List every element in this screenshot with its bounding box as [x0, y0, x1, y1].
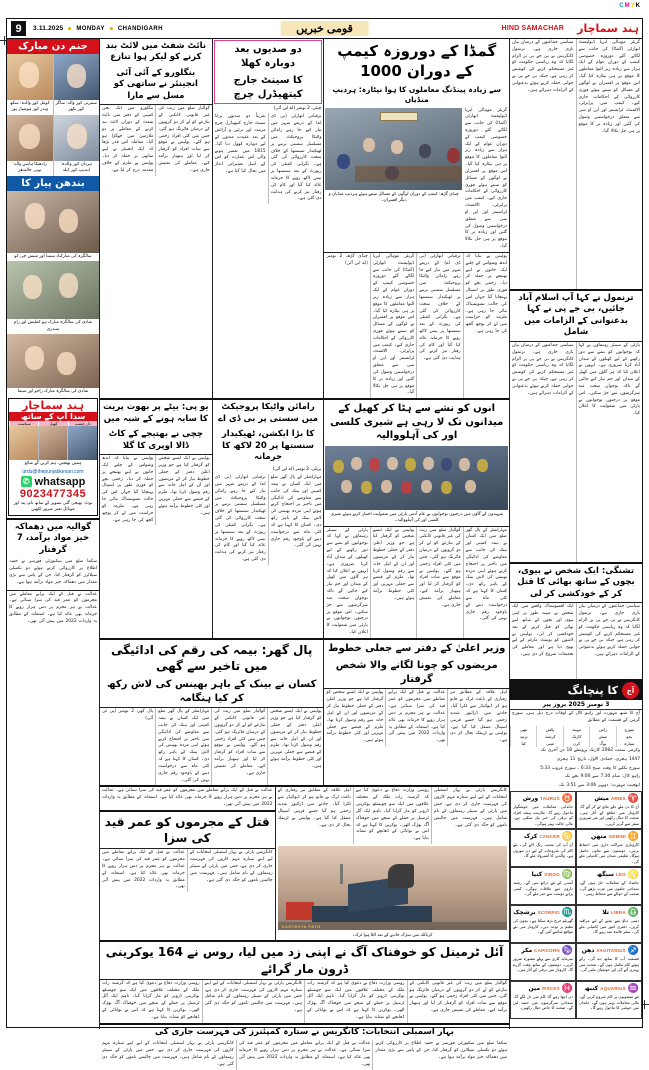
story-ukraine-headline: آئل ٹرمینل کو خوفناک آگ نے اپنی زد میں لیا، روس نے 164 یوکرینی ڈرون مار گرائے	[105, 945, 504, 976]
whatsapp-label: whatsapp	[34, 475, 86, 488]
whatsapp-row[interactable]	[9, 476, 97, 488]
birthday-entry	[53, 54, 100, 115]
brand-tab-dilchasp[interactable]: دل چسپ	[68, 421, 97, 426]
lead-text-col-2: ترقیاتی اتھارٹی (بی ڈی اے) کے ذریعے شہر میں تیار کیے جا رہے رامائن واٹیکا پروجیکٹ میں مسلسل سستی برتنے پر ٹھیکیدار سنستھا کے خلاف سخت کارروائی کی گئی ہے۔ نگرانی کمیٹی کی رپورٹ کے بعد سنستھا پر بیس لاکھ روپے کا جرمانہ عائد کیا گیا اور کام کی رفتار تیز کرنے کی ہدایت دی گئی ہے۔	[416, 253, 462, 398]
story-bihar-text-col-1: کانگریس پارٹی نے بہار اسمبلی انتخابات کے لیے اپنے ستارہ مہم کاروں کی فہرست جاری کر دی ہے، جس میں پارٹی کے سینئر رہنماؤں کے نام شامل ہیں۔ فہرست میں چالیس ناموں کو جگہ دی گئی ہے۔	[102, 1041, 234, 1067]
zodiac-name-en: CANCER	[539, 834, 560, 840]
story-murder-text-col-1: عدالت نے قتل کے ایک پرانے معاملے میں مجرموں کو عمر قید کی سزا سنائی ہے۔ عدالت نے ہر مجرم پر دس ہزار روپے کا جرمانہ بھی عائد کیا ہے۔ استغاثہ کے مطابق یہ واردات 2022 میں پیش آئی تھی۔	[102, 850, 185, 890]
zodiac-header	[579, 831, 639, 842]
panchang-line-2: 1447 ہجری، جمادی الاول، تاریخ 11 ہجری	[556, 756, 640, 762]
zodiac-header	[513, 907, 573, 918]
wedding-banner: بندھن پیار کا	[7, 176, 99, 191]
right-tishnagi-text-col-1: ایک افسوسناک واقعے میں ایک شخص نے مبینہ طور پر اپنی بیوی اور بچوں کے ساتھ اپنے بھائی کو قتل کرنے کے بعد خودکشی کر لی۔ پولیس نے لاشوں کو پوسٹ مارٹم کے لیے بھیج دیا ہے اور معاملے کی تحقیقات شروع کر دی ہیں۔	[512, 604, 574, 658]
panchang-cell: ترتیہ	[510, 733, 536, 740]
story-ukraine-body	[100, 980, 509, 1023]
zodiac-name-ur: کنبھ	[584, 985, 599, 993]
zodiac-text: سرمایہ کاری سے پہلے مشورہ ضرور کریں۔ دوستوں کے ساتھ وقت گزرے گا۔ کاروبار میں ترقی کے آثار ہیں۔	[513, 956, 573, 973]
zodiac-text: دن اچھا رہے گا، کام میں دل لگے گا۔ سماجی سرگرمیوں میں حصہ لیں گے۔ صحت کا خاص خیال رکھیں۔	[513, 994, 573, 1011]
zodiac-name-ur: ورش	[522, 795, 539, 803]
story-murder	[100, 787, 275, 940]
story-sports	[323, 400, 509, 638]
zodiac-text: کاروباری شراکت داری میں احتیاط برتیں۔ دوستوں سے تعاون حاصل ہوگا۔ تعلیمی میدان میں کامیابی ملے گی۔	[579, 842, 639, 865]
story-minister-text-col-2: عدالت نے قتل کے ایک پرانے معاملے میں مجرموں کو عمر قید کی سزا سنائی ہے۔ عدالت نے ہر مجرم پر دس ہزار روپے کا جرمانہ بھی عائد کیا ہے۔ استغاثہ کے مطابق یہ واردات 2022 میں پیش آئی تھی۔	[385, 689, 447, 746]
story-sports-text-col-1: پارٹی کے سینئر رہنماؤں نے کہا کہ نوجوانوں کو نشے سے دور رکھنے کے لیے کھیلوں کے میدان آباد کرنا ضروری ہے۔ انہوں نے اعلان کیا کہ ہر گاؤں میں کھیل کے میدان اور جم تیار کیے جائیں گے تاکہ نوجوان صحت مند سرگرمیوں سے جڑ سکیں۔ اس موقع پر درجنوں نوجوانوں نے پارٹی میں شمولیت کا اعلان کیا۔	[326, 527, 368, 636]
panchang-cell: پکش	[536, 726, 562, 733]
cancer-icon: ♋	[561, 831, 573, 842]
birthday-photo	[54, 115, 100, 161]
birthday-photo	[7, 54, 53, 100]
scorpio-icon: ♏	[561, 907, 573, 918]
paper-logo-urdu: ہند سماچار	[577, 22, 639, 35]
right-sidebar	[509, 39, 642, 1029]
birthday-entry	[7, 115, 53, 176]
story-church-text-col-1: تقریباً دو صدیوں پرانا سینٹ جارج کیتھیڈرل چرچ مرمت اور تزئین و آرائش کے بعد عقیدت مندوں کے لیے دوبارہ کھول دیا گیا۔ 1815 میں تعمیر ہونے والی اس عمارت کو اس کے اصل تعمیراتی انداز میں بحال کیا گیا ہے۔	[214, 114, 266, 175]
zodiac-name-en: CAPICORN	[534, 948, 560, 954]
cmyk-m: M	[624, 3, 631, 9]
zodiac-header	[579, 907, 639, 918]
zodiac-text: آج آپ کی محنت رنگ لائے گی۔ نئے کام کی شروعات کے لیے دن موزوں ہے۔ والدین کا آشیرواد ملے گا۔	[513, 842, 573, 859]
zodiac-name-ur: تلا	[602, 909, 610, 917]
panchang-intro: آج کا شبھ مہورت اور راہو کال کے اوقات درج ذیل ہیں، سورج گرہن کے قسمت کے مطابق	[512, 711, 640, 724]
brand-contact-box	[8, 398, 98, 516]
teaser-body-2: عدالت نے قتل کے ایک پرانے معاملے میں مجرموں کو عمر قید کی سزا سنائی ہے۔ عدالت نے ہر مجرم پر دس ہزار روپے کا جرمانہ بھی عائد کیا ہے۔ استغاثہ کے مطابق یہ واردات 2022 میں پیش آئی تھی۔	[9, 591, 97, 624]
story-palghar-headline: پال گھر: بیمہ کی رقم کی ادائیگی میں تاخیر سے گھی	[110, 642, 313, 674]
story-church-text-col-2: ترقیاتی اتھارٹی (بی ڈی اے) کے ذریعے شہر میں تیار کیے جا رہے رامائن واٹیکا پروجیکٹ میں مسلسل سستی برتنے پر ٹھیکیدار سنستھا کے خلاف سخت کارروائی کی گئی ہے۔ نگرانی کمیٹی کی رپورٹ کے بعد سنستھا پر بیس لاکھ روپے کا جرمانہ عائد کیا گیا اور کام کی رفتار تیز کرنے کی ہدایت دی گئی ہے۔	[268, 113, 324, 204]
story-truck-text-col-1: اہل علاقہ کے مطابق تیز رفتاری کے باعث ٹرک بے قابو ہو کر ڈیوائیڈر سے ٹکرا گیا۔ حادثے میں ڈرائیور شدید زخمی ہو گیا جسے قریبی اسپتال منتقل کیا گیا ہے۔ پولیس نے ٹریفک بحال کر دی ہے۔	[277, 788, 351, 828]
zodiac-name-ur: کنیا	[531, 871, 543, 879]
story-ramayan-text-col-2: مہاراشٹر کے پال گھر ضلع میں ایک کسان نے بیمہ کمپنی اور بینک کی جانب سے معاوضے کی ادائیگی میں تاخیر پر احتجاج کرتے ہوئے اپنی مردہ بھینس کی لاش بینک کے باہر رکھ دی۔ کسان کا کہنا ہے کہ کئی ماہ سے درخواست دینے کے باوجود رقم جاری نہیں کی گئی۔	[268, 474, 324, 565]
lead-text-col-3: پولیس نے بتایا کہ اندھ وشواس کے چلتے ایک خاتون نے اپنے بھتیجے پر حملہ کر دیا۔ زخمی بچے کو فوری طور پر اسپتال پہنچایا گیا جہاں اس کی حالت تشویشناک بتائی جا رہی ہے۔ ملزمہ کو حراست میں لے کر پوچھ گچھ کی جا رہی ہے۔	[463, 253, 509, 398]
birthday-caption: سمرتی کور والد: ساگر کور نکھر	[55, 101, 97, 113]
story-murder-body	[100, 849, 275, 892]
zodiac-cell-capricorn	[510, 943, 576, 981]
story-truck	[275, 787, 509, 940]
panchang-cell: سورج	[616, 726, 642, 733]
cmyk-k: K	[635, 3, 641, 9]
zodiac-cell-taurus	[510, 791, 576, 829]
wedding-photo	[7, 261, 99, 319]
panchang-cell: تتھی	[510, 726, 536, 733]
story-bihar-text-col-2: عدالت نے قتل کے ایک پرانے معاملے میں مجرموں کو عمر قید کی سزا سنائی ہے۔ عدالت نے ہر مجرم پر دس ہزار روپے کا جرمانہ بھی عائد کیا ہے۔ استغاثہ کے مطابق یہ واردات 2022 میں پیش آئی تھی۔	[236, 1040, 373, 1069]
story-ramayan-text-col-1: ترقیاتی اتھارٹی (بی ڈی اے) کے ذریعے شہر میں تیار کیے جا رہے رامائن واٹیکا پروجیکٹ میں مسلسل سستی برتنے پر ٹھیکیدار سنستھا کے خلاف سخت کارروائی کی گئی ہے۔ نگرانی کمیٹی کی رپورٹ کے بعد سنستھا پر بیس لاکھ روپے کا جرمانہ عائد کیا گیا اور کام کی رفتار تیز کرنے کی ہدایت دی گئی ہے۔	[214, 475, 266, 562]
story-minister-headline: وزیر اعلیٰ کے دفتر سے جعلی خطوط	[328, 642, 506, 654]
left-sidebar	[7, 39, 99, 1029]
story-bihar-headline: بہار اسمبلی انتخابات: کانگریس نے ستارہ کمپئنرز کی فہرست جاری کی	[155, 1026, 454, 1037]
lead-headline: گمڈا کے دوروزہ کیمپ کے دوران 1000	[337, 42, 497, 81]
cmyk-c: C	[619, 3, 625, 9]
wedding-caption: شادی کی سالگرہ مبارک ہو کملیش اور رام سندری	[13, 320, 93, 332]
story-truck-top-text	[276, 787, 509, 844]
zodiac-cell-aquarius	[576, 981, 642, 1019]
right-top-text	[510, 39, 642, 289]
aries-icon: ♈	[627, 793, 639, 804]
brand-cta: ہمیں بھیجیں، ہم کریں گے شائع	[24, 460, 82, 466]
story-up-headline-2: چچی نے بھتیجے کے کاٹ ڈالا اوپری کا گلا	[108, 429, 204, 451]
story-church-dateline: چنئی، 2 نومبر (اے این آئی)	[273, 106, 322, 111]
zodiac-cell-cancer	[510, 829, 576, 867]
brand-photo	[38, 426, 68, 460]
right-story-text-col-2: پارٹی کے سینئر رہنماؤں نے کہا کہ نوجوانوں کو نشے سے دور رکھنے کے لیے کھیلوں کے میدان آباد کرنا ضروری ہے۔ انہوں نے اعلان کیا کہ ہر گاؤں میں کھیل کے میدان اور جم تیار کیے جائیں گے تاکہ نوجوان صحت مند سرگرمیوں سے جڑ سکیں۔ اس موقع پر درجنوں نوجوانوں نے پارٹی میں شمولیت کا اعلان کیا۔	[576, 342, 643, 562]
birthday-banner: جنم دن مبارک	[7, 39, 99, 54]
leo-icon: ♌	[627, 869, 639, 880]
story-church-body	[213, 113, 324, 204]
brand-logo: ہند سماچار	[22, 398, 84, 412]
panchang-cell: کرشنہ	[536, 733, 562, 740]
truck-accident-photo	[278, 846, 507, 930]
zodiac-text: نئے منصوبوں پر کام شروع کریں گے۔ مالی معاملات بہتر ہوں گے۔ خاندان میں خوشی کا ماحول رہے گا۔	[579, 994, 639, 1011]
zodiac-text: جائیداد کے معاملات حل ہوں گے۔ سماجی حلقوں میں عزت بڑھے گی۔ صحت کے حوالے سے محتاط رہیں۔	[579, 880, 639, 897]
story-sports-text-col-4: مہاراشٹر کے پال گھر ضلع میں ایک کسان نے بیمہ کمپنی اور بینک کی جانب سے معاوضے کی ادائیگی میں تاخیر پر احتجاج کرتے ہوئے اپنی مردہ بھینس کی لاش بینک کے باہر رکھ دی۔ کسان کا کہنا ہے کہ کئی ماہ سے درخواست دینے کے باوجود رقم جاری نہیں کی گئی۔	[463, 527, 509, 638]
panchang-date: 3 نومبر 2025 بروز پیر	[510, 700, 642, 710]
whatsapp-icon: ✆	[21, 476, 32, 487]
cmyk-marks	[619, 3, 641, 9]
brand-tab-siyasat[interactable]: سیاست	[9, 421, 38, 426]
panchang-line-1: وکرمی سمت 2082 کارتک پرِوشٹے 18 دن آخری تک	[540, 747, 640, 753]
panchang-cell: میش	[589, 733, 615, 740]
zodiac-cell-pisces	[510, 981, 576, 1019]
lead-subhead: سے زیادہ پینڈنگ معاملوں کا ہوا نپٹارہ: ہردیپ منڈیاں	[332, 84, 501, 104]
lead-photo-caption: چنڈی گڑھ: کیمپ کے دوران لوگوں کے مسائل سنتے ہوئے ہردیپ منڈیاں و دیگر افسران۔	[328, 191, 459, 203]
story-sports-text-col-2: پولیس نے ایک ایسے شخص کو گرفتار کیا ہے جو وزیر اعلیٰ دفتر کے جعلی خطوط تیار کر کے مریضوں اور ان کے اہل خانہ سے رقم وصول کرتا تھا۔ ملزم کے قبضے سے جعلی مہریں اور کئی خطوط برآمد ہوئے ہیں۔	[370, 527, 416, 638]
page-number: 9	[11, 21, 26, 36]
story-palghar-headline-2: کسان نے بینک کے باہر بھینس کی لاش رکھ کر کیا ہنگامہ	[107, 679, 317, 704]
birthday-photo	[7, 115, 53, 161]
right-top-headline: ترنمول نے کہا آپ اسلام آباد جائیں، بی جے پی نے کہا بدعنوانی کے الزامات میں شامل	[518, 293, 634, 338]
story-palghar	[100, 640, 323, 785]
story-night-shift	[100, 39, 212, 398]
aquarius-icon: ♒	[627, 983, 639, 994]
story-ukraine-text-col-4: گوالیار ضلع میں ریت کی غیر قانونی کانکنی کے تنازعے کو لے کر دو گروپوں کے درمیان فائرنگ ہو گئی، جس میں کئی افراد زخمی ہو گئے۔ پولیس نے موقع سے سات افراد کو گرفتار کر لیا اور ہتھیار برآمد کیے۔ معاملے کی تفتیش جاری ہے۔	[407, 980, 510, 1023]
story-palghar-text-col-1: مہاراشٹر کے پال گھر ضلع میں ایک کسان نے بیمہ کمپنی اور بینک کی جانب سے معاوضے کی ادائیگی میں تاخیر پر احتجاج کرتے ہوئے اپنی مردہ بھینس کی لاش بینک کے باہر رکھ دی۔ کسان کا کہنا ہے کہ کئی ماہ سے درخواست دینے کے باوجود رقم جاری نہیں کی گئی۔	[155, 708, 211, 785]
birthday-photo-row-1	[7, 54, 99, 115]
zodiac-name-en: AQUARIUS	[600, 986, 626, 992]
panchang-header	[510, 681, 642, 700]
wedding-photo	[7, 191, 99, 253]
right-top-story-body	[510, 342, 642, 562]
paper-name-english: HIND SAMACHAR	[501, 25, 564, 32]
panchang-grid-row-1	[510, 726, 642, 733]
story-murder-headline: قتل کے مجرموں کو عمر قید کی سزا	[104, 814, 270, 846]
panchang-cell: مہینہ	[563, 726, 589, 733]
panchang-brand-circle: آج	[622, 682, 639, 699]
zodiac-cell-scorpio	[510, 905, 576, 943]
panchang-grid-row-3	[510, 740, 642, 747]
zodiac-header	[579, 793, 639, 804]
story-bihar-text-col-3: سکما ضلع میں سکیورٹی فورسز نے خفیہ اطلاع پر کارروائی کرتے ہوئے دو نکسلی سپلائرز کو گرفتار کیا، جن کے پاس سے بڑی مقدار میں دھماکہ خیز مواد برآمد ہوا ہے۔	[372, 1040, 509, 1069]
zodiac-name-ur: سنگھ	[596, 871, 614, 879]
zodiac-name-ur: کرک	[523, 833, 538, 841]
zodiac-name-ur: مکر	[521, 947, 533, 955]
zodiac-name-ur: دھن	[581, 947, 595, 955]
panchang-line-3: سورج نکلنے کا وقت صبح 6:33 ، سورج غروب 5:33	[540, 765, 640, 771]
pisces-icon: ♓	[561, 983, 573, 994]
brand-tagline: سدا آپ کے ساتھ	[9, 412, 97, 421]
panchang-grid-row-2	[510, 733, 642, 740]
birthday-photo-row-2	[7, 115, 99, 176]
taurus-icon: ♉	[561, 793, 573, 804]
capricorn-icon: ♑	[561, 945, 573, 956]
teaser-body: سکما ضلع میں سکیورٹی فورسز نے خفیہ اطلاع پر کارروائی کرتے ہوئے دو نکسلی سپلائرز کو گرفتار کیا، جن کے پاس سے بڑی مقدار میں دھماکہ خیز مواد برآمد ہوا ہے۔	[9, 559, 97, 585]
zodiac-name-en: VIRGO	[544, 872, 560, 878]
zodiac-cell-libra	[576, 905, 642, 943]
story-minister-body	[324, 689, 509, 746]
brand-photo-row	[9, 426, 97, 460]
story-palghar-text-col-2: گوالیار ضلع میں ریت کی غیر قانونی کانکنی کے تنازعے کو لے کر دو گروپوں کے درمیان فائرنگ ہو گئی، جس میں کئی افراد زخمی ہو گئے۔ پولیس نے موقع سے سات افراد کو گرفتار کر لیا اور ہتھیار برآمد کیے۔ معاملے کی تفتیش جاری ہے۔	[211, 708, 267, 785]
panchang-cell: راس	[589, 726, 615, 733]
brand-email[interactable]: urdu@thepunjabkesari.com	[22, 468, 84, 475]
zodiac-text: ذہنی دباؤ سے بچنے کے لیے مراقبہ کریں۔ دفتری امور میں کامیابی ملے گی۔ سفر فائدہ مند رہے گا۔	[579, 918, 639, 935]
zodiac-header	[579, 869, 639, 880]
wedding-entry	[7, 261, 99, 334]
zodiac-text: آمدنی کے نئے ذرائع بنیں گے۔ رشتہ داروں سے ملاقات ہوگی۔ کسی پرانے دوست سے خبر ملے گی۔	[513, 880, 573, 897]
story-palghar-text-col-3: پولیس نے ایک ایسے شخص کو گرفتار کیا ہے جو وزیر اعلیٰ دفتر کے جعلی خطوط تیار کر کے مریضوں اور ان کے اہل خانہ سے رقم وصول کرتا تھا۔ ملزم کے قبضے سے جعلی مہریں اور کئی خطوط برآمد ہوئے ہیں۔	[267, 708, 323, 785]
brand-photo	[9, 426, 38, 460]
zodiac-name-ur: مین	[528, 985, 541, 993]
zodiac-name-ur: برشچک	[513, 909, 536, 917]
birthday-entry	[53, 115, 100, 176]
story-murder-text-col-2: کانگریس پارٹی نے بہار اسمبلی انتخابات کے لیے اپنے ستارہ مہم کاروں کی فہرست جاری کر دی ہے، جس میں پارٹی کے سینئر رہنماؤں کے نام شامل ہیں۔ فہرست میں چالیس ناموں کو جگہ دی گئی ہے۔	[187, 849, 275, 892]
lead-dateline: چنڈی گڑھ، 2 نومبر (اے این آئی)	[326, 253, 368, 266]
zodiac-text: قسمت آپ کا ساتھ دے گی۔ رکے ہوئے کام مکمل ہوں گے۔ صحت میں بہتری آئے گی اور خوشیاں ملیں گی۔	[579, 956, 639, 973]
zodiac-cell-gemini	[576, 829, 642, 867]
lead-text-col-1: گریٹر موہالی ایریا ڈیولپمنٹ اتھارٹی (گمڈا) کی جانب سے لگائے گئے دوروزہ خصوصی کیمپ کے دوران عوام کے ایک ہزار سے زیادہ زیر التوا معاملوں کا موقع پر ہی نپٹارہ کیا گیا۔ اس موقع پر افسران نے لوگوں کے مسائل کو سنتے ہوئے فوری کارروائی کے احکامات جاری کیے۔ کیمپ میں پراپرٹی، الاٹمنٹ، ٹرانسفر اور این او سی سے متعلق درخواستیں وصول کی گئیں اور زیادہ تر کا موقع پر ہی حل نکالا گیا۔	[370, 253, 416, 398]
story-sports-caption: شہیدوں کے گاؤں میں درجنوں نوجوانوں نے عام آدمی پارٹی میں شمولیت اختیار کرتے ہوئے شیری کلسی اور کی آہلووالیہ۔	[330, 511, 503, 524]
wedding-photo	[7, 334, 99, 388]
right-tishnagi-headline: تشنگی: ایک شخص نے بیوی، بچوں کے ساتھ بھائی کا قتل کر کے خودکشی کر لی	[517, 565, 635, 599]
publication-date: 3.11.2025	[33, 25, 64, 32]
story-night-text-col-2: گوالیار ضلع میں ریت کی غیر قانونی کانکنی کے تنازعے کو لے کر دو گروپوں کے درمیان فائرنگ ہو گئی، جس میں کئی افراد زخمی ہو گئے۔ پولیس نے موقع سے سات افراد کو گرفتار کر لیا اور ہتھیار برآمد کیے۔ معاملے کی تفتیش جاری ہے۔	[155, 105, 211, 175]
publication-city: CHANDIGARH	[117, 25, 163, 32]
panchang-title: کا پنچانگ	[567, 684, 618, 698]
birthday-caption: کومل کور والدہ: سکھ وندر کور ہوشیار پور	[9, 101, 50, 113]
lead-photo	[325, 108, 462, 190]
story-church-headline-2: کا سینٹ جارج کیتھیڈرل چرچ	[233, 75, 303, 100]
story-truck-text-col-2: روسی وزارت دفاع نے دعویٰ کیا ہے کہ گزشتہ رات ملک کے مختلف علاقوں میں ایک سو چونسٹھ یوکرینی ڈرونز کو مار گرایا گیا۔ تاہم ایک آئل ٹرمینل پر حملے کے نتیجے میں خوفناک آگ بھڑک اٹھی۔ یوکرین کا کہنا ہے کہ اس نے توانائی کے ڈھانچے کو نشانہ بنایا ہے۔	[353, 787, 431, 844]
story-up-body	[100, 455, 212, 525]
story-palghar-body	[100, 708, 323, 785]
main-column	[99, 39, 509, 1067]
zodiac-name-ur: متھن	[591, 833, 607, 841]
story-sports-body	[324, 527, 509, 638]
story-ramayan-dateline: بریلی، 2 نومبر (اے این آئی)	[272, 466, 322, 472]
story-ramayan-body	[213, 474, 324, 565]
story-sports-text-col-3: گوالیار ضلع میں ریت کی غیر قانونی کانکنی کے تنازعے کو لے کر دو گروپوں کے درمیان فائرنگ ہو گئی، جس میں کئی افراد زخمی ہو گئے۔ پولیس نے موقع سے سات افراد کو گرفتار کر لیا اور ہتھیار برآمد کیے۔ معاملے کی تفتیش جاری ہے۔	[416, 527, 462, 638]
brand-tab-khel[interactable]: کھیل	[38, 421, 67, 426]
story-minister	[323, 640, 509, 785]
zodiac-name-en: LIBRA	[611, 910, 626, 916]
story-church	[212, 39, 324, 398]
story-ukraine	[100, 942, 509, 1022]
story-night-headline: نائٹ شفٹ میں لائٹ بند کرنے کو لیکر ہوا تنازع	[105, 41, 207, 63]
wedding-caption: شادی کی سالگرہ مبارک راجو اور سیما	[17, 389, 89, 395]
right-tishnagi-text-col-2: سیاسی جماعتوں کے درمیان بیان بازی جاری ہے۔ ترنمول کانگریس نے بی جے پی پر الزام لگایا کہ وہ ریاستی حکومت کو غیر مستحکم کرنے کی کوشش کر رہی ہے، جبکہ بی جے پی نے جوابی حملہ کرتے ہوئے بدعنوانی کے الزامات دہرائے ہیں۔	[576, 603, 643, 679]
zodiac-name-en: LEO	[615, 872, 626, 878]
zodiac-text: آج کا دن ملے جلے نتائج لے کر آئے گا۔ کاروبار میں منافع کے آثار ہیں۔ صحت کا خیال رکھیں اور غیر ضروری سفر سے گریز کریں۔	[579, 804, 639, 827]
panchang-cell: بجو	[616, 733, 642, 740]
story-bihar-body	[100, 1040, 509, 1069]
story-minister-headline-2: مریضوں کو چونا لگانے والا شخص گرفتار	[335, 660, 498, 685]
cmyk-y: Y	[630, 3, 636, 9]
story-ukraine-text-col-1: روسی وزارت دفاع نے دعویٰ کیا ہے کہ گزشتہ رات ملک کے مختلف علاقوں میں ایک سو چونسٹھ یوکرینی ڈرونز کو مار گرایا گیا۔ تاہم ایک آئل ٹرمینل پر حملے کے نتیجے میں خوفناک آگ بھڑک اٹھی۔ یوکرین کا کہنا ہے کہ اس نے توانائی کے ڈھانچے کو نشانہ بنایا ہے۔	[102, 980, 200, 1020]
story-ramayan-headline-2: کا بڑا ایکشن، ٹھیکیدار سنستھا پر 20 لاکھ کا جرمانہ	[221, 429, 315, 463]
story-night-headline-2: بنگلورو کے آئی آئی انجینئر نے ساتھی کو مسل سے مارا	[113, 67, 198, 101]
zodiac-cell-sagittarius	[576, 943, 642, 981]
wedding-entry	[7, 334, 99, 396]
gemini-icon: ♊	[627, 831, 639, 842]
zodiac-header	[513, 945, 573, 956]
section-title: قومی خبریں	[280, 21, 369, 36]
zodiac-name-en: TAURUS	[540, 796, 560, 802]
story-ramayan-headline: رامائن واٹیکا پروجیکٹ میں سستی پر بی ڈی اے	[218, 402, 319, 424]
zodiac-text: خاندانی معاملات میں خوشگوار ماحول رہے گا۔ ملازمت پیشہ افراد کو ترقی کی خبر مل سکتی ہے۔ مالی حالت بہتر ہوگی۔	[513, 804, 573, 827]
right-top-text-col-2: گریٹر موہالی ایریا ڈیولپمنٹ اتھارٹی (گمڈا) کی جانب سے لگائے گئے دوروزہ خصوصی کیمپ کے دوران عوام کے ایک ہزار سے زیادہ زیر التوا معاملوں کا موقع پر ہی نپٹارہ کیا گیا۔ اس موقع پر افسران نے لوگوں کے مسائل کو سنتے ہوئے فوری کارروائی کے احکامات جاری کیے۔ کیمپ میں پراپرٹی، الاٹمنٹ، ٹرانسفر اور این او سی سے متعلق درخواستیں وصول کی گئیں اور زیادہ تر کا موقع پر ہی حل نکالا گیا۔	[576, 39, 643, 289]
zodiac-header	[513, 983, 573, 994]
right-top-text-col-1: سیاسی جماعتوں کے درمیان بیان بازی جاری ہے۔ ترنمول کانگریس نے بی جے پی پر الزام لگایا کہ وہ ریاستی حکومت کو غیر مستحکم کرنے کی کوشش کر رہی ہے، جبکہ بی جے پی نے جوابی حملہ کرتے ہوئے بدعنوانی کے الزامات دہرائے ہیں۔	[512, 40, 574, 93]
whatsapp-number[interactable]: 9023477345	[19, 487, 87, 500]
lead-side-text: گریٹر موہالی ایریا ڈیولپمنٹ اتھارٹی (گمڈا) کی جانب سے لگائے گئے دوروزہ خصوصی کیمپ کے دوران عوام کے ایک ہزار سے زیادہ زیر التوا معاملوں کا موقع پر ہی نپٹارہ کیا گیا۔ اس موقع پر افسران نے لوگوں کے مسائل کو سنتے ہوئے فوری کارروائی کے احکامات جاری کیے۔ کیمپ میں پراپرٹی، الاٹمنٹ، ٹرانسفر اور این او سی سے متعلق درخواستیں وصول کی گئیں اور زیادہ تر کا موقع پر ہی حل نکالا گیا۔	[465, 107, 507, 250]
story-palghar-dateline: پال گھر، 2 نومبر (پی ٹی آئی)	[102, 709, 154, 722]
zodiac-cell-leo	[576, 867, 642, 905]
story-up-text-col-1: پولیس نے بتایا کہ اندھ وشواس کے چلتے ایک خاتون نے اپنے بھتیجے پر حملہ کر دیا۔ زخمی بچے کو فوری طور پر اسپتال پہنچایا گیا جہاں اس کی حالت تشویشناک بتائی جا رہی ہے۔ ملزمہ کو حراست میں لے کر پوچھ گچھ کی جا رہی ہے۔	[102, 456, 154, 523]
story-ramayan	[212, 400, 324, 638]
story-church-headline: دو صدیوں بعد دوبارہ کھلا	[234, 44, 302, 69]
zodiac-text: گھریلو خرچ بڑھ سکتا ہے۔ بچوں کی تعلیم پر توجہ دیں۔ کاروبار میں نئے مواقع سامنے آئیں گے۔	[513, 918, 573, 935]
wedding-caption: سالگرہ کی مبارکباد سنیتا اور منیش جی کو	[14, 253, 92, 259]
panchang-cell: کیا	[510, 740, 536, 747]
zodiac-name-en: GEMINI	[608, 834, 626, 840]
zodiac-header	[513, 831, 573, 842]
story-sports-photo	[325, 446, 508, 510]
separator-dot-icon	[110, 27, 113, 30]
zodiac-header	[513, 869, 573, 880]
panchang-line-4: راہو کال: شام 7:30 سے 9:00 بجے تک	[564, 774, 640, 780]
panchang-line-5: ابھجیت مہورت: دوپہر 3:06 سے 3:51 تک	[559, 783, 640, 789]
zodiac-name-en: SCORPIO	[537, 910, 560, 916]
story-night-body	[100, 105, 212, 175]
story-up-headline: یو پی: بیٹے پر بھوت پریت کا سایہ ہونے کے شبہ میں	[103, 402, 209, 424]
story-up-text-col-2: پولیس نے ایک ایسے شخص کو گرفتار کیا ہے جو وزیر اعلیٰ دفتر کے جعلی خطوط تیار کر کے مریضوں اور ان کے اہل خانہ سے رقم وصول کرتا تھا۔ ملزم کے قبضے سے جعلی مہریں اور کئی خطوط برآمد ہوئے ہیں۔	[155, 455, 211, 525]
panchang-cell: ستارہ	[616, 740, 642, 747]
zodiac-name-en: PISCES	[542, 986, 560, 992]
zodiac-name-en: SAGITARIUS	[596, 948, 626, 954]
horoscope-grid	[510, 791, 642, 1019]
newspaper-page	[6, 18, 643, 1067]
story-murder-lead: عدالت نے قتل کے ایک پرانے معاملے میں مجرموں کو عمر قید کی سزا سنائی ہے۔ عدالت نے ہر مجرم پر دس ہزار روپے کا جرمانہ بھی عائد کیا ہے۔ استغاثہ کے مطابق یہ واردات 2022 میں پیش آئی تھی۔	[102, 788, 273, 808]
virgo-icon: ♍	[561, 869, 573, 880]
story-ukraine-text-col-2: کانگریس پارٹی نے بہار اسمبلی انتخابات کے لیے اپنے ستارہ مہم کاروں کی فہرست جاری کر دی ہے، جس میں پارٹی کے سینئر رہنماؤں کے نام شامل ہیں۔ فہرست میں چالیس ناموں کو جگہ دی گئی ہے۔	[202, 980, 305, 1023]
panchang-cell: شنی	[536, 740, 562, 747]
teaser-headline: گوالیہ میں دھماکہ خیز مواد برآمد، 7 گرفتار	[14, 521, 92, 555]
brand-photo	[67, 426, 97, 460]
story-sports-headline: انوں کو نشے سے ہٹا کر کھیل کے میدانوں تک لا رہی ہے شیری کلسی اور کی آہلووالیہ	[330, 403, 504, 442]
page-body	[7, 39, 642, 1067]
birthday-entry	[7, 54, 53, 115]
right-tishnagi-body	[510, 603, 642, 679]
zodiac-name-ur: میش	[594, 795, 610, 803]
wedding-entry	[7, 191, 99, 261]
birthday-caption: رادھیکا ہانس والد: بوبی جالندھر	[12, 161, 47, 174]
lead-body-columns	[324, 253, 509, 398]
zodiac-header	[579, 983, 639, 994]
panchang-cell: یوگ	[589, 740, 615, 747]
publication-day: MONDAY	[76, 25, 105, 32]
masthead	[7, 19, 642, 39]
zodiac-cell-virgo	[510, 867, 576, 905]
story-minister-text-col-1: پولیس نے ایک ایسے شخص کو گرفتار کیا ہے جو وزیر اعلیٰ دفتر کے جعلی خطوط تیار کر کے مریضوں اور ان کے اہل خانہ سے رقم وصول کرتا تھا۔ ملزم کے قبضے سے جعلی مہریں اور کئی خطوط برآمد ہوئے ہیں۔	[326, 690, 384, 744]
story-up	[100, 400, 212, 638]
truck-photo-overlay: KARTAVYA PATH	[281, 924, 321, 930]
story-ukraine-text-col-3: روسی وزارت دفاع نے دعویٰ کیا ہے کہ گزشتہ رات ملک کے مختلف علاقوں میں ایک سو چونسٹھ یوکرینی ڈرونز کو مار گرایا گیا۔ تاہم ایک آئل ٹرمینل پر حملے کے نتیجے میں خوفناک آگ بھڑک اٹھی۔ یوکرین کا کہنا ہے کہ اس نے توانائی کے ڈھانچے کو نشانہ بنایا ہے۔	[304, 980, 407, 1023]
birthday-caption: ہردان کور والدہ: انندیپ کور ڈپلہ	[60, 161, 92, 174]
panchang-cell: کرن	[563, 740, 589, 747]
story-night-text-col-1: بنگلورو میں ایک نجی کمپنی کے دفتر میں نائٹ شفٹ کے دوران لائٹ بند کرنے کے معاملے پر دو ملازمین میں جھگڑا ہو گیا۔ معاملہ اس قدر بڑھا کہ ایک انجینئر نے اپنے ساتھی پر حملہ کر دیا۔ پولیس نے ملزم کے خلاف مقدمہ درج کر لیا ہے۔	[102, 106, 154, 173]
zodiac-name-en: ARIES	[611, 796, 626, 802]
birthday-photo	[54, 54, 100, 100]
zodiac-header	[579, 945, 639, 956]
lead-story	[323, 39, 509, 398]
right-story-text-col-1: سیاسی جماعتوں کے درمیان بیان بازی جاری ہے۔ ترنمول کانگریس نے بی جے پی پر الزام لگایا کہ وہ ریاستی حکومت کو غیر مستحکم کرنے کی کوشش کر رہی ہے، جبکہ بی جے پی نے جوابی حملہ کرتے ہوئے بدعنوانی کے الزامات دہرائے ہیں۔	[512, 342, 574, 396]
story-truck-text-col-3: کانگریس پارٹی نے بہار اسمبلی انتخابات کے لیے اپنے ستارہ مہم کاروں کی فہرست جاری کر دی ہے، جس میں پارٹی کے سینئر رہنماؤں کے نام شامل ہیں۔ فہرست میں چالیس ناموں کو جگہ دی گئی ہے۔	[431, 787, 509, 844]
story-church-box	[214, 40, 323, 104]
brand-note: نوٹ: بھیجی گئی تصویر کے ساتھ نام، پتہ اور موبائل نمبر ضرور لکھیں	[13, 500, 93, 513]
zodiac-cell-aries	[576, 791, 642, 829]
libra-icon: ♎	[627, 907, 639, 918]
story-minister-text-col-3: اہل علاقہ کے مطابق تیز رفتاری کے باعث ٹرک بے قابو ہو کر ڈیوائیڈر سے ٹکرا گیا۔ حادثے میں ڈرائیور شدید زخمی ہو گیا جسے قریبی اسپتال منتقل کیا گیا ہے۔ پولیس نے ٹریفک بحال کر دی ہے۔	[447, 689, 509, 746]
zodiac-header	[513, 793, 573, 804]
panchang-cell: کارتک	[563, 733, 589, 740]
sagittarius-icon: ♐	[627, 945, 639, 956]
truck-photo-caption: کرناٹک میں سڑک حادثے کے بعد الٹا ہوا ٹرک۔	[352, 933, 433, 939]
separator-dot-icon	[68, 27, 71, 30]
